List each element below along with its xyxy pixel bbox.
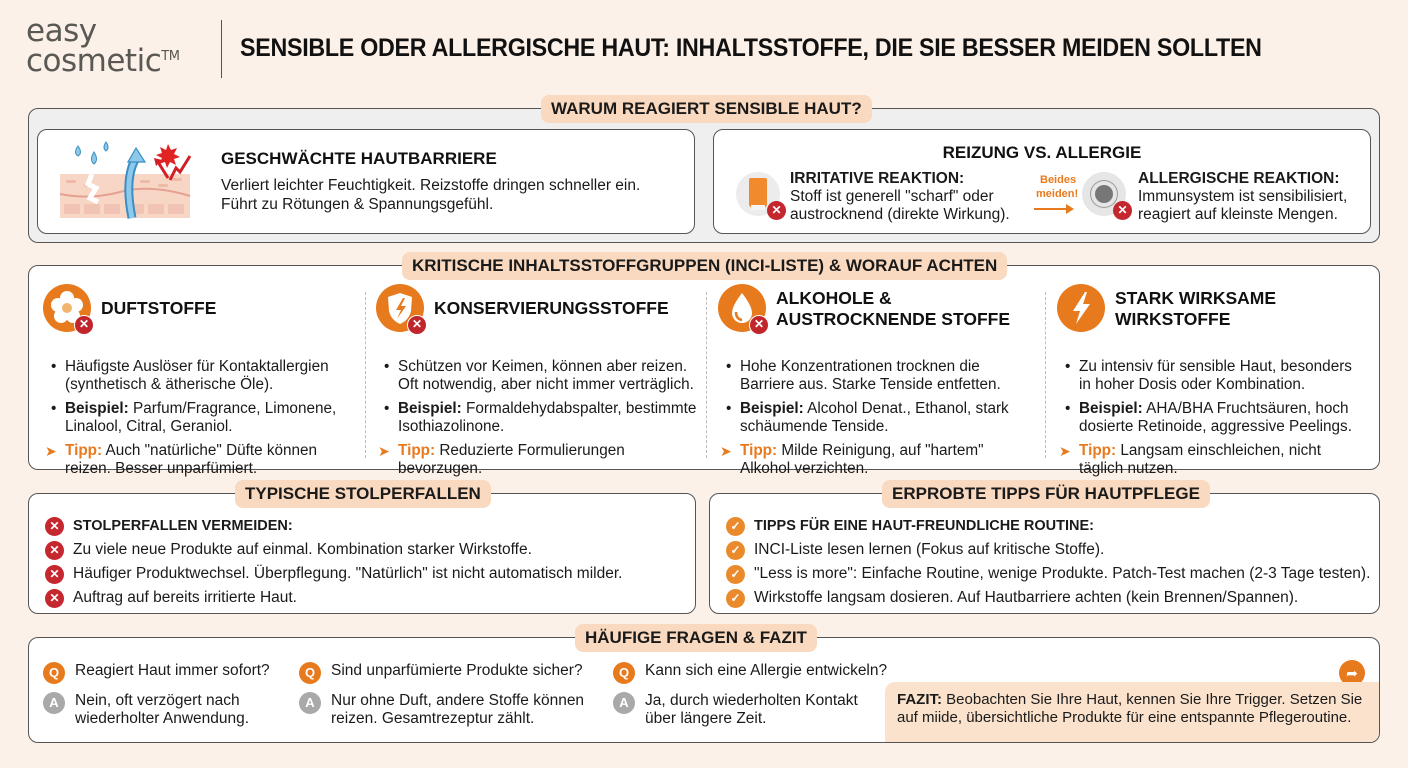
- irritative-text-1: Stoff ist generell "scharf" oder: [790, 188, 994, 205]
- drop-icon: [718, 284, 766, 332]
- list-item: [45, 514, 622, 538]
- allergic-text-1: Immunsystem ist sensibilisiert,: [1138, 188, 1348, 205]
- faq-question: Sind unparfümierte Produkte sicher?: [331, 662, 583, 679]
- column-divider: [706, 292, 707, 458]
- group-title: DUFTSTOFFE: [101, 298, 217, 318]
- group-title: ALKOHOLE &: [776, 288, 892, 308]
- irritative-text-2: austrocknend (direkte Wirkung).: [790, 206, 1010, 223]
- x-circle-icon: ✕: [45, 517, 64, 536]
- pitfall-heading: STOLPERFALLEN VERMEIDEN:: [73, 518, 293, 534]
- check-circle-icon: ✓: [726, 565, 745, 584]
- header-divider: [221, 20, 222, 78]
- group-title-line2: WIRKSTOFFE: [1115, 309, 1231, 329]
- question-badge-icon: Q: [613, 662, 635, 684]
- tip-label: Tipp:: [1079, 442, 1117, 459]
- group-title: KONSERVIERUNGSSTOFFE: [434, 298, 669, 318]
- trademark: TM: [161, 49, 180, 64]
- faq-answer: Ja, durch wiederholten Kontakt über längere Zeit.: [645, 692, 858, 727]
- tip-item-text: "Less is more": Einfache Routine, wenige Produkte. Patch-Test machen (2-3 Tage testen).: [754, 565, 1371, 582]
- check-circle-icon: ✓: [726, 541, 745, 560]
- check-circle-icon: ✓: [726, 589, 745, 608]
- column-divider: [365, 292, 366, 458]
- answer-badge-icon: A: [43, 692, 65, 714]
- barrier-text-2: Führt zu Rötungen & Spannungsgefühl.: [221, 196, 494, 213]
- logo-line-2: cosmetic: [26, 43, 162, 79]
- x-badge-icon: ✕: [1113, 201, 1132, 220]
- allergen-icon: [1082, 172, 1126, 216]
- pitfall-text: Zu viele neue Produkte auf einmal. Kombination starker Wirkstoffe.: [73, 541, 532, 558]
- list-item: [726, 538, 1370, 562]
- group-alcohols: [718, 284, 1038, 477]
- tip-text: Langsam einschleichen, nicht täglich nutzen.: [1079, 442, 1322, 477]
- x-circle-icon: ✕: [45, 589, 64, 608]
- versus-heading: REIZUNG VS. ALLERGIE: [942, 143, 1142, 162]
- group-bullet: Häufigste Auslöser für Kontaktallergien (synthetisch & ätherische Öle).: [65, 358, 329, 393]
- question-badge-icon: Q: [299, 662, 321, 684]
- section-pitfalls: [28, 484, 696, 614]
- tip-text: Milde Reinigung, auf "hartem" Alkohol verzichten.: [740, 442, 984, 477]
- section-title-groups: KRITISCHE INHALTSSTOFFGRUPPEN (INCI-LISTE) & WORAUF ACHTEN: [402, 252, 1007, 280]
- list-item: [45, 562, 622, 586]
- faq-item: [43, 662, 293, 736]
- group-fragrances: [43, 284, 363, 477]
- x-badge-icon: ✕: [74, 315, 94, 335]
- logo-line-1: easy: [26, 13, 97, 49]
- pitfall-text: Häufiger Produktwechsel. Überpflegung. "Natürlich" ist nicht automatisch milder.: [73, 565, 623, 582]
- example-label: Beispiel:: [398, 400, 462, 417]
- tip-item-text: INCI-Liste lesen lernen (Fokus auf kritische Stoffe).: [754, 541, 1105, 558]
- tips-list: [726, 514, 1370, 610]
- section-tips: [709, 484, 1380, 614]
- example-label: Beispiel:: [65, 400, 129, 417]
- faq-question: Kann sich eine Allergie entwickeln?: [645, 662, 888, 679]
- group-bullet: Hohe Konzentrationen trocknen die Barriere aus. Starke Tenside entfetten.: [740, 358, 1001, 393]
- question-badge-icon: Q: [43, 662, 65, 684]
- group-active-ingredients: [1057, 284, 1372, 477]
- x-badge-icon: ✕: [407, 315, 427, 335]
- section-title-why: WARUM REAGIERT SENSIBLE HAUT?: [541, 95, 872, 123]
- faq-item: [613, 662, 913, 736]
- x-circle-icon: ✕: [45, 541, 64, 560]
- faq-answer: Nur ohne Duft, andere Stoffe können reizen. Gesamtrezeptur zählt.: [331, 692, 585, 727]
- section-why: [28, 99, 1380, 243]
- tip-label: Tipp:: [398, 442, 436, 459]
- shield-bolt-icon: [376, 284, 424, 332]
- section-title-faq: HÄUFIGE FRAGEN & FAZIT: [575, 624, 817, 652]
- answer-badge-icon: A: [613, 692, 635, 714]
- group-bullet: Schützen vor Keimen, können aber reizen. Oft notwendig, aber nicht immer verträglich.: [398, 358, 694, 393]
- barrier-heading: GESCHWÄCHTE HAUTBARRIERE: [221, 149, 497, 168]
- list-item: [726, 514, 1370, 538]
- faq-item: [299, 662, 599, 736]
- section-faq: [28, 628, 1380, 743]
- barrier-text-1: Verliert leichter Feuchtigkeit. Reizstoffe dringen schneller ein.: [221, 177, 641, 194]
- pitfall-list: [45, 514, 622, 610]
- tip-text: Reduzierte Formulierungen bevorzugen.: [398, 442, 625, 477]
- tips-heading: TIPPS FÜR EINE HAUT-FREUNDLICHE ROUTINE:: [754, 518, 1094, 534]
- group-preservatives: [376, 284, 706, 477]
- group-bullet: Zu intensiv für sensible Haut, besonders in hoher Dosis oder Kombination.: [1079, 358, 1352, 393]
- skin-barrier-icon: [50, 138, 200, 224]
- answer-badge-icon: A: [299, 692, 321, 714]
- tip-label: Tipp:: [65, 442, 103, 459]
- fazit-box: [885, 682, 1379, 742]
- allergic-title: ALLERGISCHE REAKTION:: [1138, 170, 1340, 187]
- x-circle-icon: ✕: [45, 565, 64, 584]
- irritative-title: IRRITATIVE REAKTION:: [790, 170, 965, 187]
- fazit-text: Beobachten Sie Ihre Haut, kennen Sie Ihre Trigger. Setzen Sie auf miide, übersichtliche Produkte für eine entspannte Pflegeroutine.: [897, 691, 1363, 726]
- arrow-right-icon: [1034, 208, 1068, 210]
- example-label: Beispiel:: [1079, 400, 1143, 417]
- lightning-icon: [1057, 284, 1105, 332]
- allergic-text-2: reagiert auf kleinste Mengen.: [1138, 206, 1338, 223]
- tube-icon: [736, 172, 780, 216]
- example-text: AHA/BHA Fruchtsäuren, hoch dosierte Retinoide, aggressive Peelings.: [1079, 400, 1352, 435]
- flower-icon: [43, 284, 91, 332]
- section-title-pitfalls: TYPISCHE STOLPERFALLEN: [235, 480, 491, 508]
- tip-item-text: Wirkstoffe langsam dosieren. Auf Hautbarriere achten (kein Brennen/Spannen).: [754, 589, 1299, 606]
- pitfall-text: Auftrag auf bereits irritierte Haut.: [73, 589, 297, 606]
- column-divider: [1045, 292, 1046, 458]
- example-text: Formaldehydabspalter, bestimmte Isothiazolinone.: [398, 400, 697, 435]
- check-circle-icon: ✓: [726, 517, 745, 536]
- card-irritation-vs-allergy: [713, 129, 1371, 234]
- example-label: Beispiel:: [740, 400, 804, 417]
- fazit-label: FAZIT:: [897, 691, 942, 708]
- arrow-label-1: Beides: [1040, 174, 1077, 186]
- page-title: SENSIBLE ODER ALLERGISCHE HAUT: INHALTSSTOFFE, DIE SIE BESSER MEIDEN SOLLTEN: [240, 34, 1262, 62]
- example-text: Parfum/Fragrance, Limonene, Linalool, Citral, Geraniol.: [65, 400, 337, 435]
- example-text: Alcohol Denat., Ethanol, stark schäumende Tenside.: [740, 400, 1009, 435]
- faq-answer: Nein, oft verzögert nach wiederholter Anwendung.: [75, 692, 250, 727]
- faq-question: Reagiert Haut immer sofort?: [75, 662, 270, 679]
- list-item: [45, 586, 622, 610]
- tip-text: Auch "natürliche" Düfte können reizen. Besser unparfümiert.: [65, 442, 318, 477]
- section-ingredient-groups: [28, 256, 1380, 477]
- share-icon[interactable]: ➦: [1339, 660, 1365, 686]
- list-item: [45, 538, 622, 562]
- group-title-line2: AUSTROCKNENDE STOFFE: [776, 309, 1010, 329]
- section-title-tips: ERPROBTE TIPPS FÜR HAUTPFLEGE: [882, 480, 1210, 508]
- x-badge-icon: ✕: [749, 315, 769, 335]
- group-title: STARK WIRKSAME: [1115, 288, 1277, 308]
- card-barrier: [37, 129, 695, 234]
- brand-logo: [26, 13, 216, 79]
- tip-label: Tipp:: [740, 442, 778, 459]
- arrow-label-2: meiden!: [1036, 188, 1079, 200]
- list-item: [726, 586, 1370, 610]
- arrow-head: [1066, 204, 1074, 214]
- x-badge-icon: ✕: [767, 201, 786, 220]
- list-item: [726, 562, 1370, 586]
